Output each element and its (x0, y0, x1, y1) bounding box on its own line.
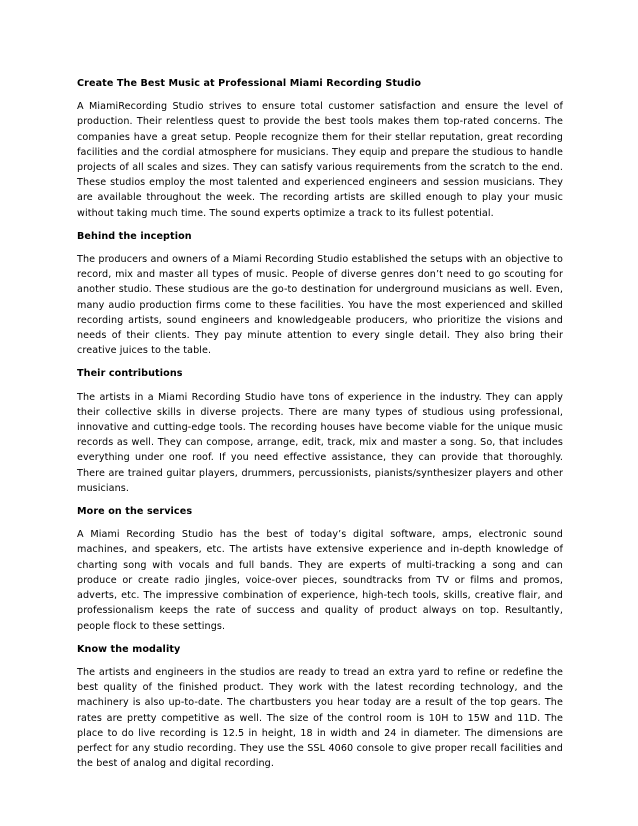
intro-paragraph: A MiamiRecording Studio strives to ensure total customer satisfaction and ensure the level of production. Their relentless quest to provide the best tools makes them top-rated concerns. The companies have a great setup. People recognize them for their stellar reputation, great recording facilities and the cordial atmosphere for musicians. They equip and prepare the studious to handle projects of all scales and sizes. They can satisfy various requirements from the scratch to the end. These studios employ the most talented and experienced engineers and session musicians. They are available throughout the week. The recording artists are skilled enough to play your music without taking much time. The sound experts optimize a track to its fullest potential. (77, 101, 563, 219)
section-body-contributions: The artists in a Miami Recording Studio have tons of experience in the industry. They can apply their collective skills in diverse projects. There are many types of studious using professional, innovative and cutting-edge tools. The recording houses have become viable for the unique music records as well. They can compose, arrange, edit, track, mix and master a song. So, that includes everything under one roof. If you need effective assistance, they can provide that thoroughly. There are trained guitar players, drummers, percussionists, pianists/synthesizer players and other musicians. (77, 391, 563, 494)
section-heading-modality: Know the modality (77, 643, 181, 655)
section-heading-inception: Behind the inception (77, 230, 192, 242)
section-heading-services: More on the services (77, 506, 193, 518)
section-body-inception: The producers and owners of a Miami Recording Studio established the setups with an objective to record, mix and master all types of music. People of diverse genres don’t need to go scouting for another studio. These studious are the go-to destination for underground musicians as well. Even, many audio production firms come to these facilities. You have the most experienced and skilled recording artists, sound engineers and knowledgeable producers, who prioritize the visions and needs of their clients. They pay minute attention to every single detail. They also bring their creative juices to the table. (77, 254, 563, 357)
section-body-modality: The artists and engineers in the studios are ready to tread an extra yard to refine or redefine the best quality of the finished product. They work with the latest recording technology, and the machinery is also up-to-date. The chartbusters you hear today are a result of the top gears. The rates are pretty competitive as well. The size of the control room is 10H to 15W and 11D. The place to do live recording is 12.5 in height, 18 in width and 24 in diameter. The dimensions are perfect for any studio recording. They use the SSL 4060 console to give proper recall facilities and the best of analog and digital recording. (77, 666, 563, 770)
document-title: Create The Best Music at Professional Miami Recording Studio (77, 78, 422, 89)
document-content (77, 76, 563, 771)
section-body-services: A Miami Recording Studio has the best of today’s digital software, amps, electronic sound machines, and speakers, etc. The artists have extensive experience and in-depth knowledge of charting song with vocals and full bands. They are experts of multi-tracking a song and can produce or create radio jingles, voice-over pieces, soundtracks from TV or films and promos, adverts, etc. The impressive combination of experience, high-tech tools, skills, creative flair, and professionalism keeps the rate of success and quality of product always on top. Resultantly, people flock to these settings. (77, 529, 563, 632)
section-heading-contributions: Their contributions (77, 368, 183, 380)
